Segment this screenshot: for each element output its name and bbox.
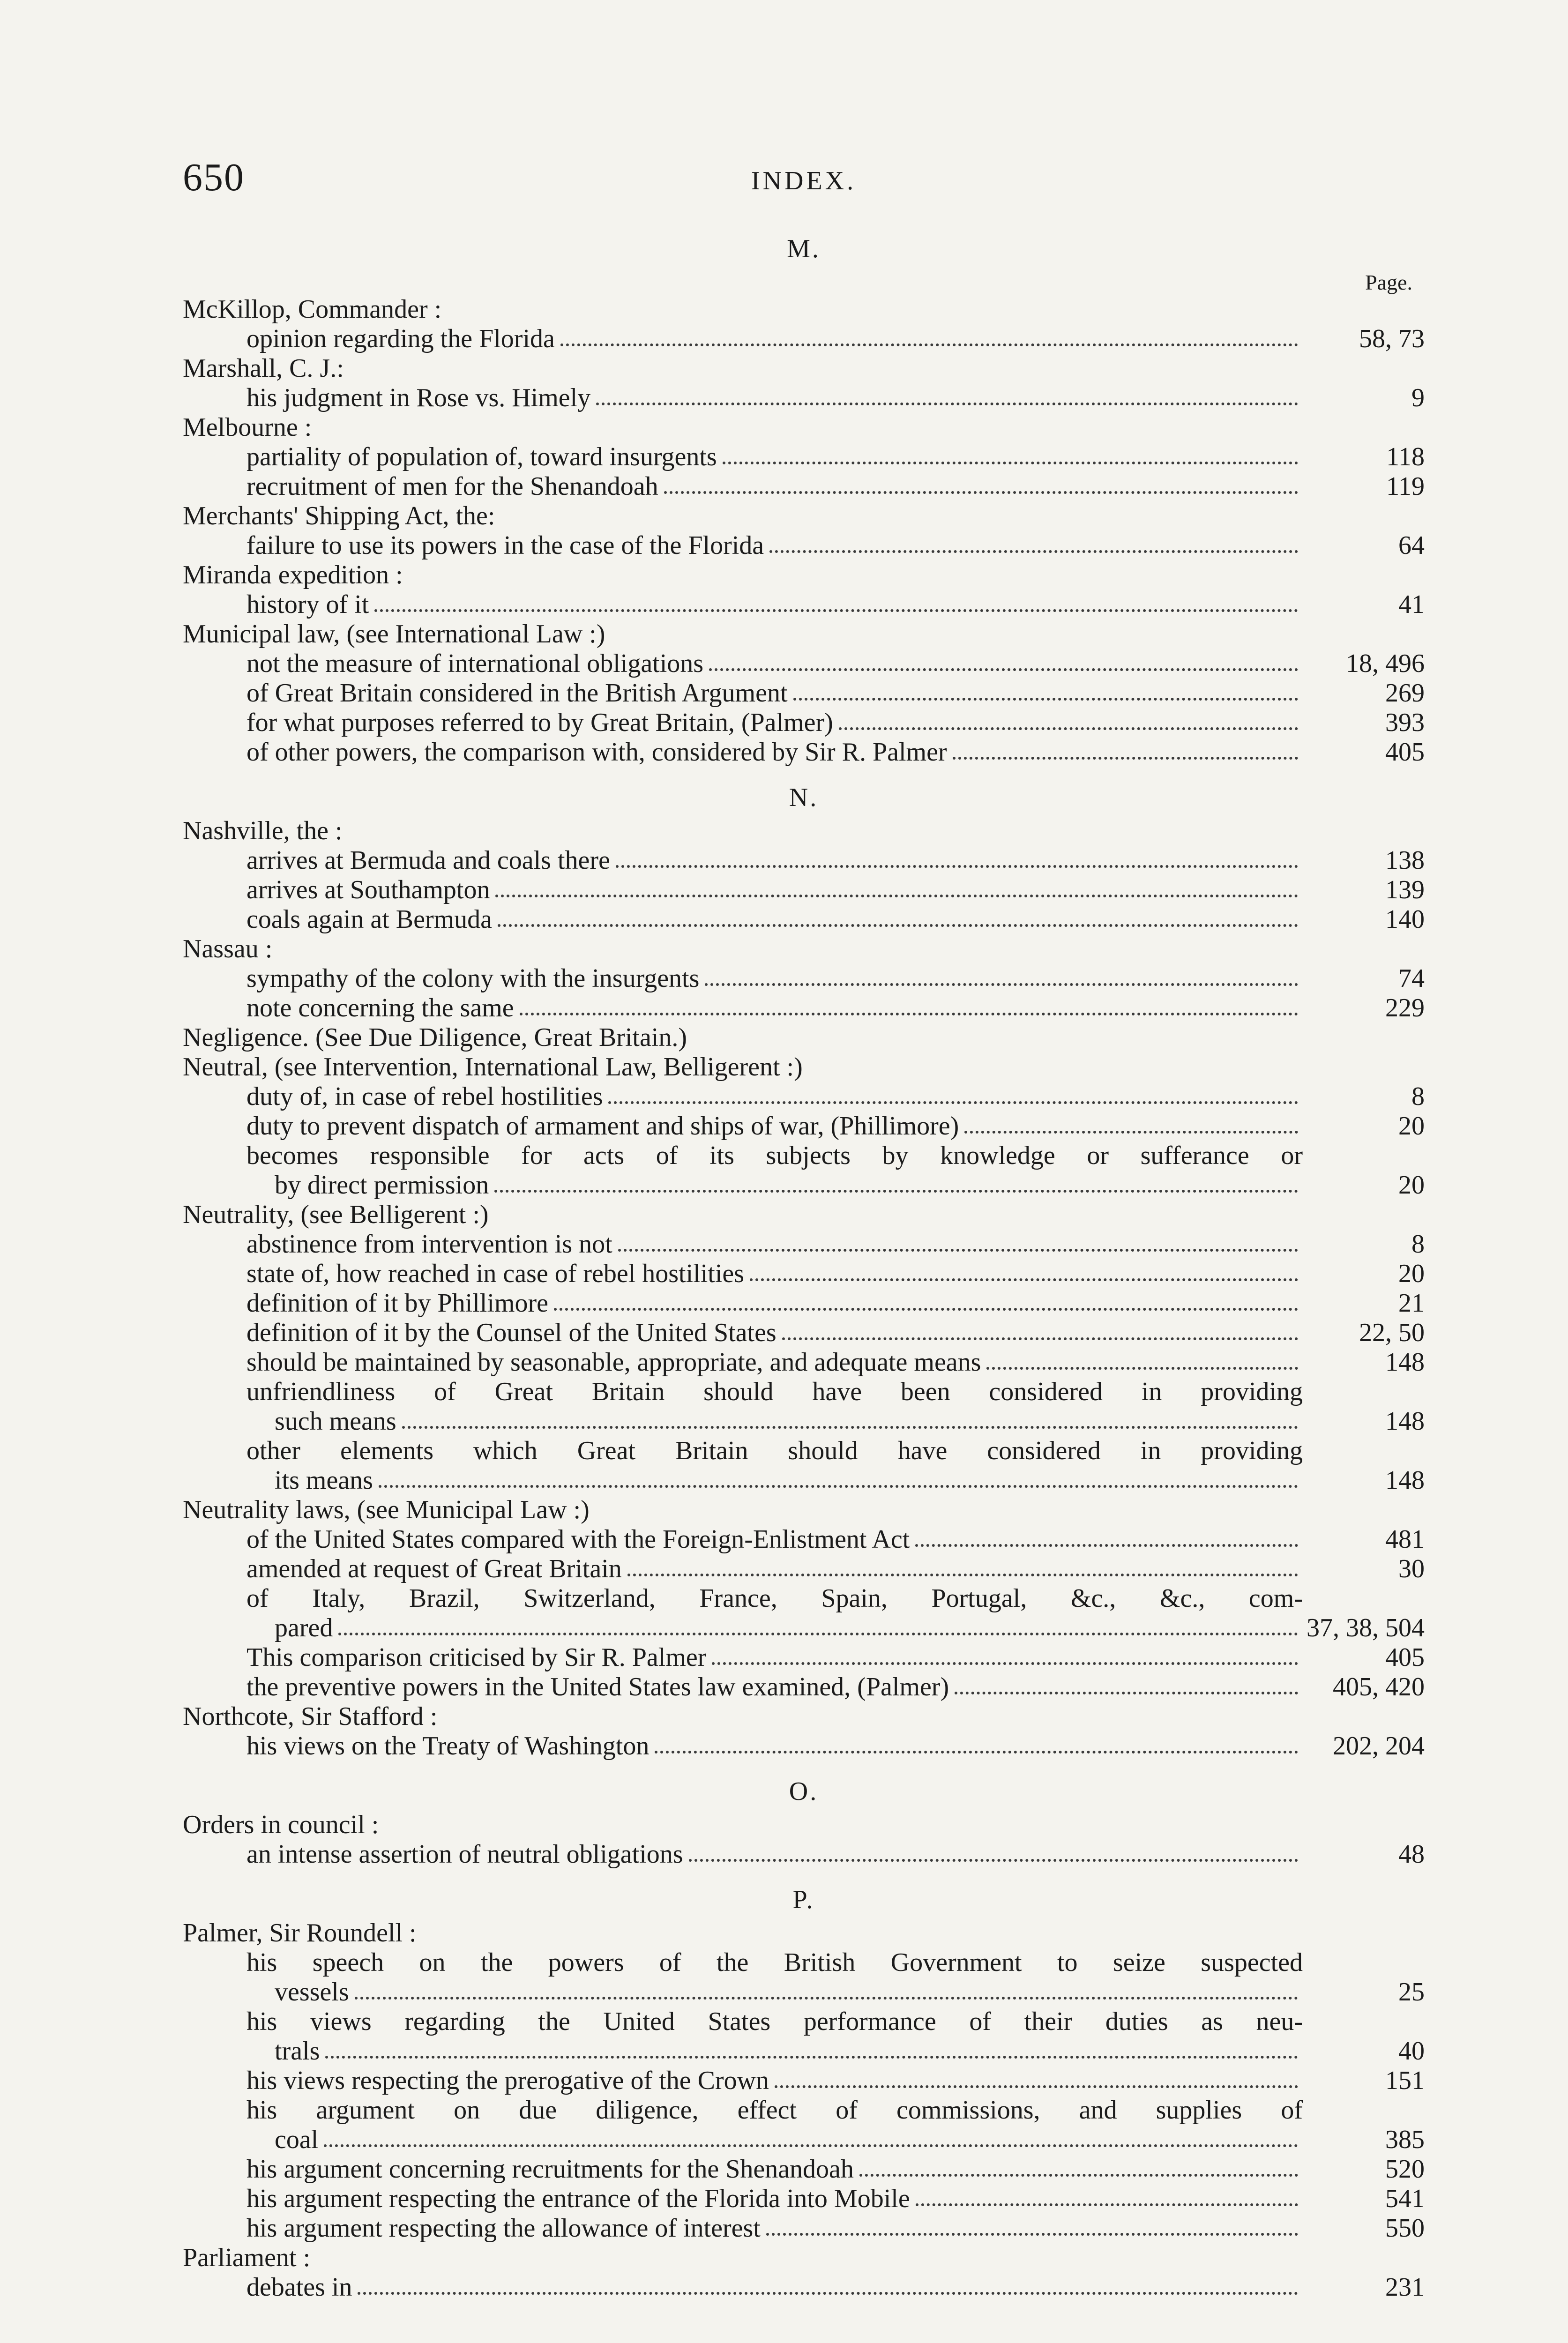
page-reference: 30 [1398, 1554, 1425, 1583]
page-reference: 148 [1385, 1348, 1425, 1377]
page-reference: 151 [1385, 2066, 1425, 2095]
index-subentry [183, 993, 1425, 1023]
index-subentry [183, 1840, 1425, 1869]
subentry-text: his judgment in Rose vs. Himely [246, 383, 591, 412]
index-subentry [183, 1377, 1425, 1436]
page-reference: 541 [1385, 2184, 1425, 2213]
dot-leader [355, 1997, 1298, 2000]
subentry-text: his argument respecting the allowance of interest [246, 2214, 761, 2243]
subentry-text: the preventive powers in the United States law examined, (Palmer) [246, 1672, 949, 1701]
index-subentry [183, 472, 1425, 501]
subentry-text: amended at request of Great Britain [246, 1554, 622, 1583]
subentry-text: for what purposes referred to by Great Britain, (Palmer) [246, 708, 833, 737]
index-subentry [183, 679, 1425, 708]
page-reference: 41 [1398, 590, 1425, 619]
index-subentry [183, 964, 1425, 993]
page-reference: 405 [1385, 1643, 1425, 1672]
dot-leader [616, 865, 1298, 868]
subentry-text-block [246, 2007, 1425, 2066]
page-reference: 229 [1385, 993, 1425, 1022]
dot-leader [596, 403, 1298, 405]
index-subentry [183, 442, 1425, 472]
subentry-continuation-line [246, 1466, 1425, 1495]
dot-leader [554, 1308, 1298, 1311]
page-reference: 20 [1398, 1259, 1425, 1288]
subentry-text: definition of it by Phillimore [246, 1289, 548, 1318]
index-heading: Palmer, Sir Roundell : [183, 1918, 417, 1948]
section-letter: M. [787, 234, 821, 263]
index-heading: Nassau : [183, 934, 273, 963]
section-letter: N. [789, 783, 819, 812]
index-subentry [183, 1348, 1425, 1377]
index-body [183, 234, 1425, 2302]
index-subentry [183, 2066, 1425, 2096]
running-head: INDEX. [751, 166, 857, 195]
subentry-text: his argument concerning recruitments for the Shenandoah [246, 2155, 854, 2184]
page-reference: 64 [1398, 531, 1425, 560]
dot-leader [560, 343, 1298, 346]
index-subentry [183, 1318, 1425, 1348]
dot-leader [705, 983, 1298, 986]
page-reference: 138 [1385, 846, 1425, 875]
page-reference: 550 [1385, 2214, 1425, 2243]
index-subentry [183, 1141, 1425, 1200]
dot-leader [338, 1633, 1298, 1635]
dot-leader [374, 609, 1298, 612]
index-heading: Negligence. (See Due Diligence, Great Britain.) [183, 1023, 687, 1052]
index-heading: Municipal law, (see International Law :) [183, 619, 605, 649]
subentry-text: an intense assertion of neutral obligations [246, 1840, 683, 1869]
dot-leader [689, 1859, 1298, 1862]
subentry-text: recruitment of men for the Shenandoah [246, 472, 658, 501]
dot-leader [379, 1485, 1298, 1488]
dot-leader [953, 757, 1298, 760]
subentry-text: definition of it by the Counsel of the United States [246, 1318, 777, 1347]
index-subentry [183, 2155, 1425, 2184]
dot-leader [712, 1662, 1298, 1665]
page-reference: 385 [1385, 2125, 1425, 2154]
page-reference: 8 [1411, 1230, 1425, 1259]
page-reference: 393 [1385, 708, 1425, 737]
subentry-text: his views regarding the United States performance of their duties as neu- [246, 2007, 1303, 2036]
page-column-label: Page. [1365, 270, 1412, 294]
subentry-continuation-line [246, 1613, 1425, 1643]
page-reference: 21 [1398, 1289, 1425, 1318]
index-heading: Merchants' Shipping Act, the: [183, 501, 495, 530]
page-header [183, 155, 1425, 211]
subentry-text: his speech on the powers of the British Government to seize suspected [246, 1948, 1303, 1977]
dot-leader [664, 491, 1298, 494]
index-subentry [183, 1082, 1425, 1112]
index-subentry [183, 2184, 1425, 2214]
index-heading: Melbourne : [183, 413, 312, 442]
subentry-continuation: coal [275, 2125, 319, 2154]
subentry-text-block [246, 1584, 1425, 1643]
subentry-text: debates in [246, 2273, 352, 2302]
index-subentry [183, 1436, 1425, 1495]
dot-leader [915, 1544, 1298, 1547]
page-reference: 48 [1398, 1840, 1425, 1869]
subentry-continuation-line [246, 1407, 1425, 1436]
index-subentry [183, 324, 1425, 354]
section-letter: P. [792, 1885, 815, 1914]
index-heading: Orders in council : [183, 1810, 379, 1839]
index-subentry [183, 2007, 1425, 2066]
dot-leader [498, 924, 1298, 927]
subentry-text-block [246, 2096, 1425, 2155]
section-letter: O. [789, 1777, 819, 1806]
dot-leader [520, 1013, 1298, 1015]
subentry-text: arrives at Southampton [246, 875, 490, 904]
index-subentry [183, 1672, 1425, 1702]
page-reference: 231 [1385, 2273, 1425, 2302]
dot-leader [618, 1249, 1298, 1252]
page-reference: 405, 420 [1333, 1672, 1425, 1701]
index-subentry [183, 738, 1425, 767]
subentry-continuation-line [246, 1171, 1425, 1200]
dot-leader [709, 668, 1298, 671]
subentry-text: sympathy of the colony with the insurgents [246, 964, 700, 993]
subentry-text: state of, how reached in case of rebel hostilities [246, 1259, 745, 1288]
dot-leader [766, 2233, 1298, 2236]
subentry-text: arrives at Bermuda and coals there [246, 846, 610, 875]
subentry-continuation: by direct permission [275, 1171, 489, 1200]
index-heading: Neutrality, (see Belligerent :) [183, 1200, 489, 1229]
index-subentry [183, 1554, 1425, 1584]
page-reference: 148 [1385, 1407, 1425, 1436]
subentry-text: his views on the Treaty of Washington [246, 1731, 650, 1761]
subentry-text-block [246, 1948, 1425, 2007]
subentry-text: of Great Britain considered in the British Argument [246, 679, 788, 708]
subentry-continuation-line [246, 2125, 1425, 2155]
page-reference: 202, 204 [1333, 1731, 1425, 1761]
subentry-continuation: such means [275, 1407, 396, 1436]
subentry-text: duty to prevent dispatch of armament and ships of war, (Phillimore) [246, 1112, 959, 1141]
subentry-text: This comparison criticised by Sir R. Palmer [246, 1643, 707, 1672]
dot-leader [402, 1426, 1298, 1429]
page-number: 650 [183, 156, 245, 199]
subentry-text: of other powers, the comparison with, considered by Sir R. Palmer [246, 738, 947, 767]
index-subentry [183, 1112, 1425, 1141]
index-subentry [183, 1259, 1425, 1289]
subentry-text: of the United States compared with the Foreign-Enlistment Act [246, 1525, 910, 1554]
subentry-text-block [246, 1141, 1425, 1200]
index-heading: Nashville, the : [183, 816, 343, 845]
index-subentry [183, 2214, 1425, 2243]
dot-leader [916, 2203, 1298, 2206]
subentry-text: partiality of population of, toward insurgents [246, 442, 717, 471]
page-reference: 139 [1385, 875, 1425, 904]
page-reference: 148 [1385, 1466, 1425, 1495]
index-subentry [183, 590, 1425, 619]
page-reference: 20 [1398, 1171, 1425, 1200]
index-subentry [183, 2096, 1425, 2155]
index-heading: Marshall, C. J.: [183, 354, 344, 383]
subentry-text-block [246, 1436, 1425, 1495]
subentry-text: opinion regarding the Florida [246, 324, 555, 353]
subentry-continuation-line [246, 2037, 1425, 2066]
page-reference: 22, 50 [1359, 1318, 1425, 1347]
subentry-continuation-line [246, 1977, 1425, 2007]
index-subentry [183, 875, 1425, 905]
subentry-text: should be maintained by seasonable, appropriate, and adequate means [246, 1348, 981, 1377]
dot-leader [324, 2144, 1298, 2147]
page-reference: 405 [1385, 738, 1425, 767]
page-reference: 8 [1411, 1082, 1425, 1111]
dot-leader [655, 1751, 1298, 1754]
page-reference: 20 [1398, 1112, 1425, 1141]
page-reference: 18, 496 [1346, 649, 1425, 678]
dot-leader [325, 2056, 1298, 2059]
index-heading: Neutral, (see Intervention, International Law, Belligerent :) [183, 1052, 803, 1082]
subentry-text: history of it [246, 590, 369, 619]
index-subentry [183, 1289, 1425, 1318]
subentry-text: not the measure of international obligations [246, 649, 704, 678]
index-subentry [183, 2273, 1425, 2302]
page-reference: 58, 73 [1359, 324, 1425, 353]
index-subentry [183, 1230, 1425, 1259]
page-reference: 119 [1386, 472, 1425, 501]
subentry-text: his views respecting the prerogative of the Crown [246, 2066, 769, 2095]
page-reference: 40 [1398, 2037, 1425, 2066]
subentry-text: his argument respecting the entrance of the Florida into Mobile [246, 2184, 910, 2213]
subentry-text: unfriendliness of Great Britain should have been considered in providing [246, 1377, 1303, 1406]
index-subentry [183, 383, 1425, 413]
page-reference: 520 [1385, 2155, 1425, 2184]
page-reference: 269 [1385, 679, 1425, 708]
subentry-text: abstinence from intervention is not [246, 1230, 612, 1259]
dot-leader [782, 1337, 1298, 1340]
subentry-text: coals again at Bermuda [246, 905, 493, 934]
dot-leader [750, 1278, 1298, 1281]
dot-leader [769, 550, 1298, 553]
index-subentry [183, 1584, 1425, 1643]
dot-leader [964, 1131, 1298, 1134]
index-subentry [183, 1643, 1425, 1672]
subentry-text: of Italy, Brazil, Switzerland, France, Spain, Portugal, &c., &c., com- [246, 1584, 1303, 1613]
index-heading: McKillop, Commander : [183, 295, 442, 324]
dot-leader [955, 1692, 1298, 1694]
index-subentry [183, 1525, 1425, 1554]
dot-leader [859, 2174, 1298, 2177]
subentry-text: becomes responsible for acts of its subjects by knowledge or sufferance or [246, 1141, 1303, 1170]
index-heading: Miranda expedition : [183, 560, 403, 589]
dot-leader [723, 462, 1298, 464]
subentry-continuation: vessels [275, 1977, 349, 2007]
dot-leader [358, 2292, 1298, 2295]
index-subentry [183, 846, 1425, 875]
index-subentry [183, 708, 1425, 738]
dot-leader [608, 1101, 1298, 1104]
index-subentry [183, 1948, 1425, 2007]
page-reference: 9 [1411, 383, 1425, 412]
page-reference: 74 [1398, 964, 1425, 993]
index-subentry [183, 531, 1425, 560]
page-reference: 25 [1398, 1977, 1425, 2007]
page-reference: 140 [1385, 905, 1425, 934]
subentry-text: his argument on due diligence, effect of commissions, and supplies of [246, 2096, 1303, 2125]
subentry-continuation: trals [275, 2037, 320, 2066]
dot-leader [839, 727, 1298, 730]
subentry-text: failure to use its powers in the case of the Florida [246, 531, 764, 560]
dot-leader [775, 2085, 1298, 2088]
index-heading: Northcote, Sir Stafford : [183, 1702, 438, 1731]
subentry-text-block [246, 1377, 1425, 1436]
index-subentry [183, 905, 1425, 934]
dot-leader [793, 698, 1298, 701]
dot-leader [627, 1574, 1298, 1576]
subentry-continuation: pared [275, 1613, 333, 1642]
page-reference: 481 [1385, 1525, 1425, 1554]
index-subentry [183, 649, 1425, 679]
subentry-continuation: its means [275, 1466, 373, 1495]
dot-leader [495, 895, 1298, 897]
index-subentry [183, 1731, 1425, 1761]
dot-leader [494, 1190, 1298, 1193]
subentry-text: duty of, in case of rebel hostilities [246, 1082, 603, 1111]
subentry-text: other elements which Great Britain should have considered in providing [246, 1436, 1303, 1465]
page-reference: 37, 38, 504 [1307, 1613, 1425, 1642]
index-heading: Neutrality laws, (see Municipal Law :) [183, 1495, 590, 1524]
subentry-text: note concerning the same [246, 993, 514, 1022]
dot-leader [986, 1367, 1298, 1370]
index-heading: Parliament : [183, 2243, 311, 2272]
page-reference: 118 [1386, 442, 1425, 471]
